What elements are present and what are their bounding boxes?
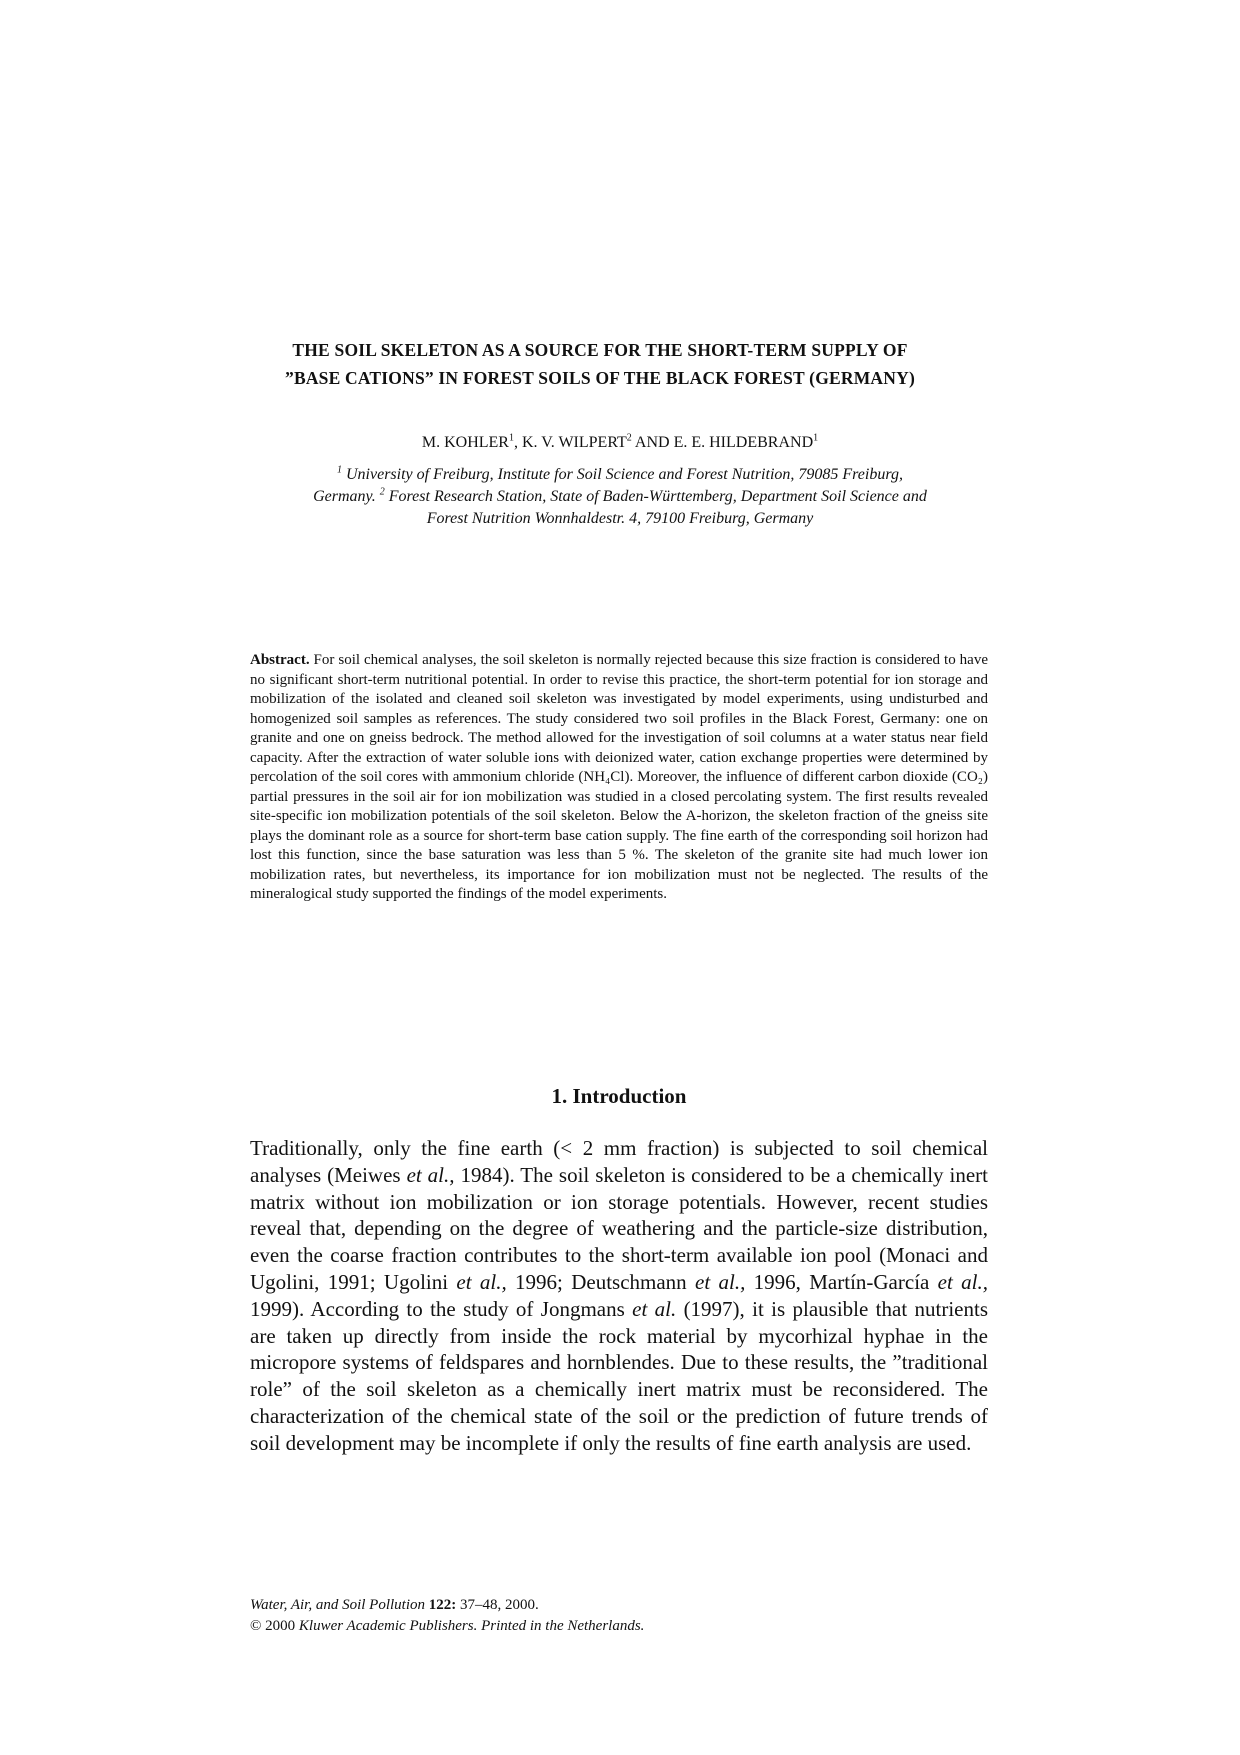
- title-line-2: ”BASE CATIONS” IN FOREST SOILS OF THE BLACK FOREST (GERMANY): [285, 368, 915, 388]
- introduction-paragraph: [250, 1135, 988, 1457]
- journal-volume: 122:: [428, 1597, 457, 1613]
- author-3-affil: 1: [813, 432, 819, 444]
- section-heading-introduction: 1. Introduction: [551, 1084, 687, 1108]
- intro-etal-2: et al.,: [456, 1269, 507, 1294]
- abstract-text: For soil chemical analyses, the soil skeleton is normally rejected because this size fraction is considered to have no significant short-term nutritional potential. In order to revise this practice, the short-term potential for ion storage and mobilization of the isolated and cleaned soil skeleton was investigated by model experiments, using undisturbed and homogenized soil samples as references. The study considered two soil profiles in the Black Forest, Germany: one on granite and one on gneiss bedrock. The method allowed for the investigation of soil columns at a water status near field capacity. After the extraction of water soluble ions with deionized water, cation exchange properties were determined by percolation of the soil cores with ammonium chloride (NH₄Cl). Moreover, the influence of different carbon dioxide (CO₂) partial pressures in the soil air for ion mobilization was studied in a closed percolating system. The first results revealed site-specific ion mobilization potentials of the soil skeleton. Below the A-horizon, the skeleton fraction of the gneiss site plays the dominant role as a source for short-term base cation supply. The fine earth of the corresponding soil horizon had lost this function, since the base saturation was less than 5 %. The skeleton of the granite site had much lower ion mobilization rates, but nevertheless, its importance for ion mobilization must not be neglected. The results of the mineralogical study supported the findings of the model experiments.: [250, 652, 988, 902]
- author-2-affil: 2: [626, 432, 632, 444]
- publisher-line: Kluwer Academic Publishers. Printed in the Netherlands.: [298, 1618, 645, 1634]
- journal-footer: [250, 1595, 988, 1637]
- author-3: AND E. E. HILDEBRAND: [631, 434, 814, 451]
- journal-name: Water, Air, and Soil Pollution: [250, 1597, 426, 1613]
- intro-text-4: 1996, Martín-García: [745, 1269, 938, 1294]
- affil-text-2a: Germany.: [313, 488, 380, 505]
- affiliation-line-1: [200, 464, 1040, 486]
- abstract: [250, 651, 988, 905]
- title-line-1: THE SOIL SKELETON AS A SOURCE FOR THE SHORT-TERM SUPPLY OF: [292, 340, 908, 360]
- citation-line: [250, 1595, 988, 1616]
- author-1: M. KOHLER: [421, 434, 509, 451]
- affil-text-2b: Forest Research Station, State of Baden-Württemberg, Department Soil Science and: [384, 488, 927, 505]
- intro-etal-3: et al.,: [695, 1269, 746, 1294]
- intro-etal-1: et al.,: [406, 1162, 455, 1187]
- affil-text-1: University of Freiburg, Institute for Soil Science and Forest Nutrition, 79085 Freiburg,: [342, 466, 903, 483]
- intro-text-6: (1997), it is plausible that nutrients are taken up directly from inside the rock material by mycorhizal hyphae in the micropore systems of feldspares and hornblendes. Due to these results, the ”traditional role” of the soil skeleton as a chemically inert matrix must be reconsidered. The characterization of the chemical state of the soil or the prediction of future trends of soil development may be incomplete if only the results of fine earth analysis are used.: [250, 1296, 988, 1455]
- copyright-line: [250, 1616, 988, 1637]
- affil-sup-2: 2: [379, 486, 385, 498]
- affiliation-line-3: Forest Nutrition Wonnhaldestr. 4, 79100 Freiburg, Germany: [426, 510, 814, 527]
- paper-title: [230, 336, 970, 392]
- affiliations: [200, 464, 1040, 530]
- author-2: , K. V. WILPERT: [513, 434, 627, 451]
- intro-text-1: Traditionally, only the fine earth (< 2 mm fraction) is subjected to soil chemical analyses (Meiwes: [250, 1136, 988, 1187]
- intro-text-5: 1999). According to the study of Jongmans: [250, 1296, 633, 1321]
- copyright-prefix: © 2000: [250, 1618, 299, 1634]
- intro-text-3: 1996; Deutschmann: [506, 1269, 696, 1294]
- intro-text-2: 1984). The soil skeleton is considered to be a chemically inert matrix without ion mobilization or ion storage potentials. However, recent studies reveal that, depending on the degree of weathering and the particle-size distribution, even the coarse fraction contributes to the short-term available ion pool (Monaci and Ugolini, 1991; Ugolini: [250, 1162, 988, 1294]
- author-list: [230, 432, 1010, 454]
- journal-pages: 37–48, 2000.: [456, 1597, 539, 1613]
- abstract-label: Abstract.: [250, 652, 310, 668]
- intro-etal-5: et al.: [632, 1296, 677, 1321]
- intro-etal-4: et al.,: [937, 1269, 988, 1294]
- affil-sup-1: 1: [337, 464, 342, 476]
- author-1-affil: 1: [508, 432, 514, 444]
- affiliation-line-2: [200, 486, 1040, 508]
